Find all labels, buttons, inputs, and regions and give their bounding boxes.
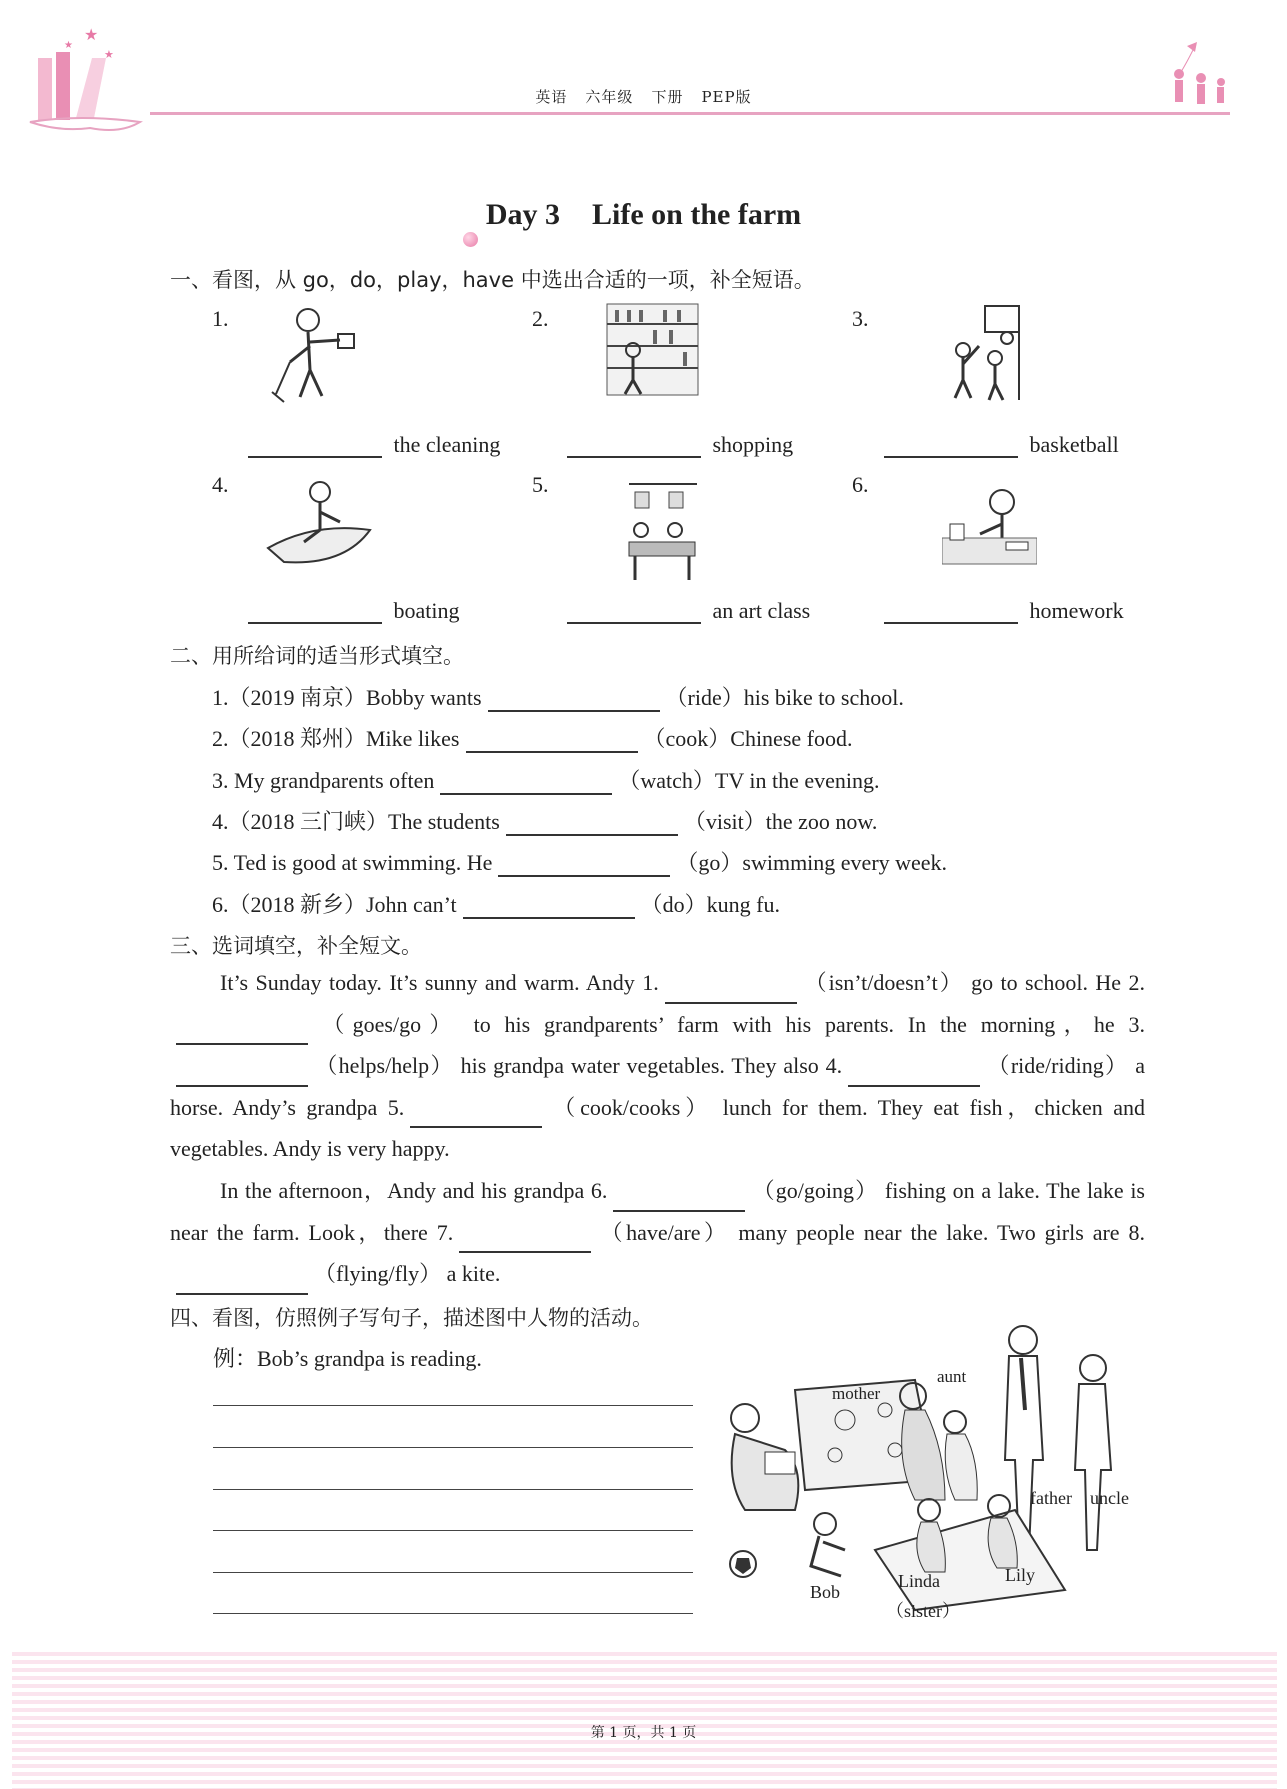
running-header (0, 86, 1287, 107)
p1-part-c: （goes/go） to his grandparents’ farm with his parents. In the morning，he 3. (314, 1011, 1145, 1037)
title-day: Day 3 (485, 198, 561, 231)
p2-part-b: （go/going） fishing on a lake. The lake is near the farm. Look，there 7. (170, 1178, 1145, 1245)
s2-question-3 (212, 764, 879, 795)
title-topic: Life on the farm (592, 198, 802, 231)
answer-blank-6[interactable] (884, 600, 1018, 624)
s2-blank-1[interactable] (488, 688, 660, 712)
s2-blank-6[interactable] (463, 895, 635, 919)
passage-blank-5[interactable] (410, 1104, 542, 1128)
s2-q3-hint: （watch） (618, 768, 715, 793)
passage-paragraph-1 (170, 962, 1145, 1170)
answer-blank-2[interactable] (567, 434, 701, 458)
header-subject: 英语 (535, 88, 568, 106)
boating-illustration (264, 478, 374, 570)
item-2-number: 2. (532, 306, 549, 331)
p2-part-d: （flying/fly） a kite. (314, 1261, 501, 1286)
s2-q4-post: the zoo now. (765, 809, 878, 834)
passage-blank-8[interactable] (176, 1271, 308, 1295)
s2-question-4 (212, 805, 877, 836)
phrase-6-text: homework (1029, 598, 1124, 623)
s2-q4-pre: 4.（2018 三门峡）The students (212, 809, 500, 834)
s4-example: 例：Bob’s grandpa is reading. (213, 1346, 482, 1371)
answer-blank-3[interactable] (884, 434, 1018, 458)
s2-q5-post: swimming every week. (742, 850, 948, 875)
p1-part-e: （ride/riding） a horse. Andy’s grandpa 5. (170, 1053, 1145, 1120)
header-volume: 下册 (651, 88, 684, 106)
s2-blank-2[interactable] (466, 729, 638, 753)
phrase-2-text: shopping (712, 432, 794, 457)
s2-q2-hint: （cook） (643, 726, 731, 751)
s2-q2-pre: 2.（2018 郑州）Mike likes (212, 726, 460, 751)
s2-q6-post: kung fu. (706, 892, 780, 917)
p1-part-b: （isn’t/doesn’t） go to school. He 2. (802, 970, 1145, 995)
passage-paragraph-2 (170, 1170, 1145, 1295)
passage-blank-1[interactable] (665, 980, 797, 1004)
phrase-2 (561, 432, 793, 458)
label-uncle: uncle (1090, 1488, 1129, 1508)
s2-q6-pre: 6.（2018 新乡）John can’t (212, 892, 457, 917)
header-logo-decoration (20, 18, 160, 138)
section-3-heading: 三、选词填空，补全短文。 (170, 934, 422, 958)
s2-question-2 (212, 722, 852, 753)
s2-q2-post: Chinese food. (730, 726, 853, 751)
footer-band (12, 1652, 1277, 1789)
label-aunt: aunt (937, 1367, 967, 1386)
item-3-number: 3. (852, 306, 869, 331)
passage-blank-4[interactable] (848, 1063, 980, 1087)
svg-text:★: ★ (104, 48, 114, 61)
s2-q3-post: TV in the evening. (714, 768, 880, 793)
passage-blank-6[interactable] (613, 1188, 745, 1212)
p2-part-a: In the afternoon，Andy and his grandpa 6. (220, 1178, 608, 1203)
item-5-number: 5. (532, 472, 549, 497)
page-number: 第 1 页，共 1 页 (590, 1725, 697, 1741)
writing-line-5[interactable] (213, 1572, 693, 1573)
phrase-4 (242, 598, 460, 624)
page-title (0, 198, 1287, 232)
title-bullet-icon (463, 232, 478, 247)
basketball-illustration (945, 302, 1035, 402)
phrase-5 (561, 598, 810, 624)
header-rule (150, 112, 1230, 115)
s2-q4-hint: （visit） (683, 809, 766, 834)
s2-question-1 (212, 681, 904, 712)
label-lily: Lily (1005, 1565, 1035, 1585)
passage-blank-3[interactable] (176, 1063, 308, 1087)
label-sister: （sister） (886, 1601, 960, 1621)
p1-part-f: （cook/cooks） lunch for them. They eat fish，chicken and vegetables. Andy is very happy. (170, 1094, 1146, 1161)
phrase-4-text: boating (393, 598, 460, 623)
item-6-number: 6. (852, 472, 869, 497)
writing-line-3[interactable] (213, 1489, 693, 1490)
label-linda: Linda (898, 1571, 940, 1591)
p1-part-a: It’s Sunday today. It’s sunny and warm. Andy 1. (220, 970, 659, 995)
label-father: father (1030, 1488, 1072, 1508)
phrase-3 (878, 432, 1119, 458)
passage-blank-7[interactable] (459, 1229, 591, 1253)
p2-part-c: （have/are） many people near the lake. Two girls are 8. (597, 1219, 1145, 1245)
item-1-number: 1. (212, 306, 229, 331)
s2-q1-pre: 1.（2019 南京）Bobby wants (212, 685, 482, 710)
s2-blank-3[interactable] (440, 771, 612, 795)
answer-blank-4[interactable] (248, 600, 382, 624)
writing-line-2[interactable] (213, 1447, 693, 1448)
art-class-illustration (625, 478, 700, 583)
writing-line-1[interactable] (213, 1405, 693, 1406)
s2-q6-hint: （do） (640, 892, 707, 917)
label-mother: mother (832, 1384, 881, 1403)
cleaning-illustration (270, 302, 370, 407)
p1-part-d: （helps/help） his grandpa water vegetables. They also 4. (314, 1053, 843, 1078)
phrase-5-text: an art class (712, 598, 811, 623)
phrase-6 (878, 598, 1124, 624)
answer-blank-1[interactable] (248, 434, 382, 458)
svg-text:★: ★ (64, 40, 73, 51)
header-edition: PEP版 (701, 88, 752, 106)
s2-q1-hint: （ride） (665, 685, 744, 710)
s2-question-5 (212, 846, 947, 877)
shopping-illustration (605, 302, 700, 397)
label-bob: Bob (810, 1582, 841, 1602)
passage-blank-2[interactable] (176, 1021, 308, 1045)
svg-text:★: ★ (84, 25, 99, 44)
phrase-1 (242, 432, 500, 458)
s2-q3-pre: 3. My grandparents often (212, 768, 435, 793)
s2-blank-4[interactable] (506, 812, 678, 836)
section-2-heading: 二、用所给词的适当形式填空。 (170, 644, 464, 668)
section-1-heading: 一、看图，从 go，do，play，have 中选出合适的一项，补全短语。 (170, 268, 815, 292)
s2-q5-hint: （go） (676, 850, 743, 875)
section-4-heading: 四、看图，仿照例子写句子，描述图中人物的活动。 (170, 1306, 653, 1330)
writing-line-6[interactable] (213, 1613, 693, 1614)
phrase-3-text: basketball (1029, 432, 1119, 457)
s2-question-6 (212, 888, 780, 919)
s2-blank-5[interactable] (498, 853, 670, 877)
writing-line-4[interactable] (213, 1530, 693, 1531)
s2-q5-pre: 5. Ted is good at swimming. He (212, 850, 493, 875)
item-4-number: 4. (212, 472, 229, 497)
homework-illustration (942, 486, 1037, 566)
s2-q1-post: his bike to school. (743, 685, 904, 710)
header-grade: 六年级 (585, 88, 634, 106)
answer-blank-5[interactable] (567, 600, 701, 624)
phrase-1-text: the cleaning (393, 432, 501, 457)
